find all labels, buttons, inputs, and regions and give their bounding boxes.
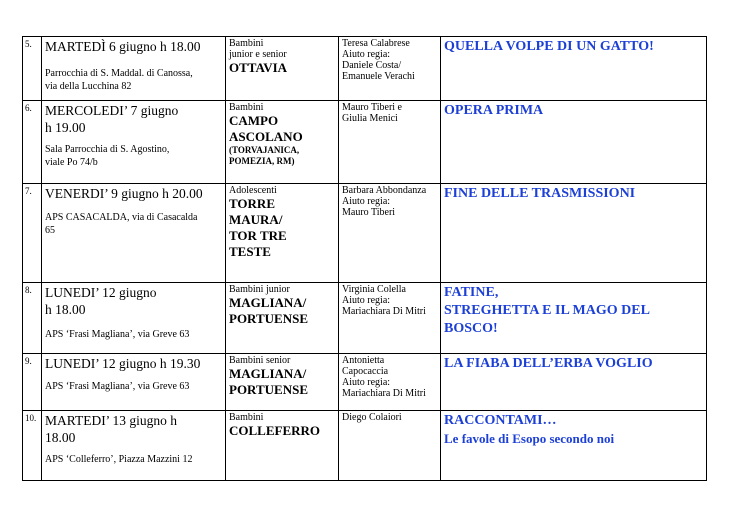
date-line: h 19.00: [45, 120, 86, 135]
staff-line: Aiuto regia:: [342, 196, 391, 207]
date-line: MARTEDI’ 13 giugno h: [45, 413, 178, 428]
staff-line: Giulia Menici: [342, 113, 398, 124]
staff-line: Aiuto regia:: [342, 295, 391, 306]
venue-line: Sala Parrocchia di S. Agostino,: [45, 144, 170, 155]
date-line: 18.00: [45, 430, 76, 445]
place-name: MAURA/: [229, 212, 283, 227]
place-detail: POMEZIA, RM): [229, 156, 295, 166]
place-detail: (TORVAJANICA,: [229, 145, 300, 155]
table-row: [23, 101, 707, 184]
group-cell: [226, 283, 339, 354]
date-line: MARTEDÌ 6 giugno h 18.00: [45, 39, 201, 54]
place-name: MAGLIANA/: [229, 366, 307, 381]
staff-line: Mauro Tiberi e: [342, 102, 402, 113]
group-cell: [226, 37, 339, 101]
group-kind: Bambini: [229, 102, 264, 113]
date-line: VENERDI’ 9 giugno h 20.00: [45, 186, 203, 201]
staff-line: Mariachiara Di Mitri: [342, 306, 426, 317]
date-venue-cell: [42, 37, 226, 101]
staff-line: Mariachiara Di Mitri: [342, 388, 426, 399]
group-kind: Bambini junior: [229, 284, 290, 295]
show-title-cell: [441, 101, 707, 184]
staff-line: Capocaccia: [342, 366, 389, 377]
staff-line: Antonietta: [342, 355, 385, 366]
row-number: 5.: [23, 37, 42, 101]
place-name: TESTE: [229, 244, 271, 259]
group-cell: [226, 101, 339, 184]
date-venue-cell: [42, 101, 226, 184]
show-title: FATINE,: [444, 285, 499, 300]
staff-cell: [339, 101, 441, 184]
date-line: MERCOLEDI’ 7 giugno: [45, 103, 179, 118]
table-row: [23, 184, 707, 283]
date-line: LUNEDI’ 12 giugno h 19.30: [45, 356, 201, 371]
staff-line: Barbara Abbondanza: [342, 185, 427, 196]
show-title-cell: [441, 411, 707, 481]
show-title-cell: [441, 354, 707, 411]
row-number: 7.: [23, 184, 42, 283]
show-title: LA FIABA DELL’ERBA VOGLIO: [444, 356, 653, 371]
schedule-table: [22, 36, 707, 481]
staff-cell: [339, 411, 441, 481]
venue-line: APS ‘Frasi Magliana’, via Greve 63: [45, 381, 190, 392]
row-number: 10.: [23, 411, 42, 481]
show-title: QUELLA VOLPE DI UN GATTO!: [444, 39, 654, 54]
group-kind: Bambini senior: [229, 355, 291, 366]
table-row: [23, 37, 707, 101]
staff-line: Mauro Tiberi: [342, 207, 396, 218]
venue-line: APS ‘Frasi Magliana’, via Greve 63: [45, 329, 190, 340]
staff-line: Virginia Colella: [342, 284, 406, 295]
date-venue-cell: [42, 354, 226, 411]
venue-line: 65: [45, 225, 55, 236]
table-row: [23, 354, 707, 411]
show-title: RACCONTAMI…: [444, 413, 557, 428]
venue-line: viale Po 74/b: [45, 157, 98, 168]
group-cell: [226, 184, 339, 283]
group-kind: Adolescenti: [229, 185, 277, 196]
show-title-cell: [441, 184, 707, 283]
venue-line: via della Lucchina 82: [45, 81, 132, 92]
place-name: PORTUENSE: [229, 382, 309, 397]
show-subtitle: Le favole di Esopo secondo noi: [444, 431, 615, 446]
group-kind: Bambini: [229, 38, 264, 49]
place-name: OTTAVIA: [229, 60, 288, 75]
show-title: STREGHETTA E IL MAGO DEL: [444, 303, 650, 318]
row-number: 9.: [23, 354, 42, 411]
place-name: COLLEFERRO: [229, 423, 321, 438]
place-name: CAMPO: [229, 113, 279, 128]
staff-cell: [339, 283, 441, 354]
group-kind: junior e senior: [229, 49, 287, 60]
place-name: TOR TRE: [229, 228, 287, 243]
table-row: [23, 283, 707, 354]
place-name: TORRE: [229, 196, 275, 211]
place-name: ASCOLANO: [229, 129, 303, 144]
show-title: OPERA PRIMA: [444, 103, 544, 118]
group-kind: Bambini: [229, 412, 264, 423]
group-cell: [226, 411, 339, 481]
date-line: LUNEDI’ 12 giugno: [45, 285, 157, 300]
staff-line: Daniele Costa/: [342, 60, 402, 71]
group-cell: [226, 354, 339, 411]
staff-line: Emanuele Verachi: [342, 71, 415, 82]
show-title-cell: [441, 37, 707, 101]
venue-line: APS CASACALDA, via di Casacalda: [45, 212, 198, 223]
staff-line: Diego Colaiori: [342, 412, 402, 423]
table-row: [23, 411, 707, 481]
row-number: 6.: [23, 101, 42, 184]
staff-line: Teresa Calabrese: [342, 38, 410, 49]
date-line: h 18.00: [45, 302, 86, 317]
date-venue-cell: [42, 411, 226, 481]
staff-cell: [339, 354, 441, 411]
staff-cell: [339, 184, 441, 283]
venue-line: APS ‘Colleferro’, Piazza Mazzini 12: [45, 454, 193, 465]
staff-cell: [339, 37, 441, 101]
place-name: PORTUENSE: [229, 311, 309, 326]
venue-line: Parrocchia di S. Maddal. di Canossa,: [45, 68, 193, 79]
staff-line: Aiuto regia:: [342, 49, 391, 60]
place-name: MAGLIANA/: [229, 295, 307, 310]
row-number: 8.: [23, 283, 42, 354]
show-title-cell: [441, 283, 707, 354]
show-title: FINE DELLE TRASMISSIONI: [444, 186, 636, 201]
date-venue-cell: [42, 283, 226, 354]
staff-line: Aiuto regia:: [342, 377, 391, 388]
show-title: BOSCO!: [444, 321, 498, 336]
date-venue-cell: [42, 184, 226, 283]
